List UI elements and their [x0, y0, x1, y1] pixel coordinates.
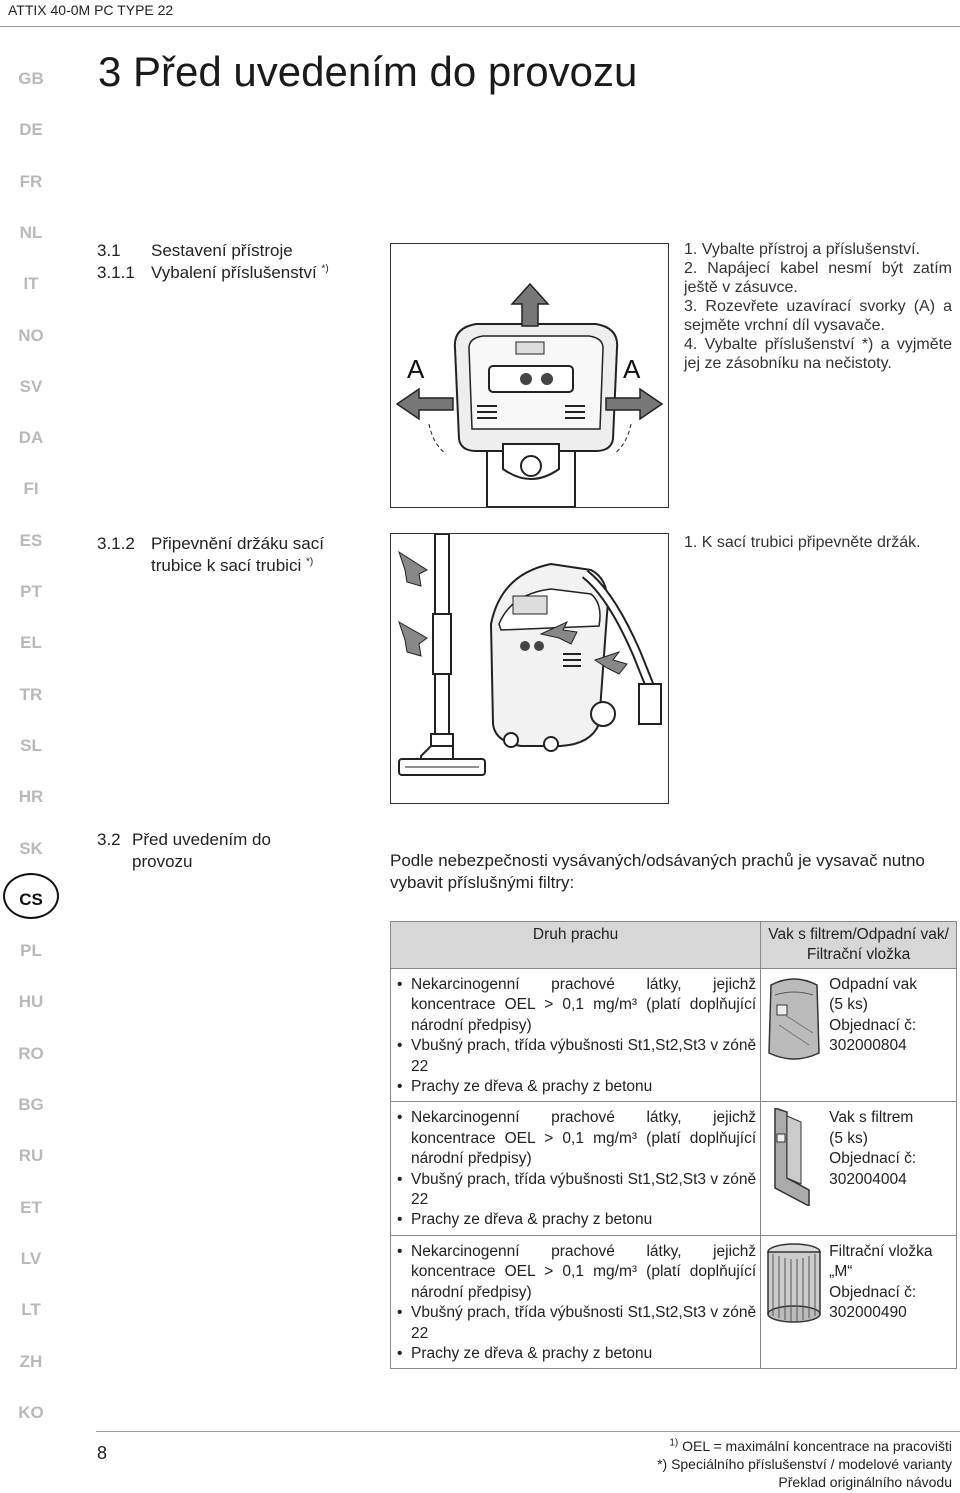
table-row: [391, 969, 957, 1102]
language-tab-pl[interactable]: PL: [20, 941, 42, 961]
footnote-accessories: *) Speciálního příslušenství / modelové varianty: [657, 1456, 952, 1472]
language-tab-lt[interactable]: LT: [21, 1300, 41, 1320]
language-tab-no[interactable]: NO: [18, 325, 44, 345]
section-number: 3.1.2: [97, 534, 135, 553]
filter-info-line: 302000490: [829, 1304, 907, 1322]
dust-type-item: • Vbušný prach, třída výbušnosti St1,St2,St3 v zóně 22: [395, 1036, 756, 1077]
dust-type-cell: [391, 1235, 761, 1368]
filter-cell: [761, 969, 957, 1102]
filter-info-line: Odpadní vak: [829, 976, 918, 993]
dust-type-item: • Vbušný prach, třída výbušnosti St1,St2,St3 v zóně 22: [395, 1170, 756, 1211]
language-tab-bg[interactable]: BG: [18, 1095, 44, 1114]
section-number: 3.1: [97, 241, 121, 260]
footnote-oel: OEL = maximální koncentrace na pracovišti: [682, 1438, 952, 1454]
language-tab-fr[interactable]: FR: [19, 171, 43, 191]
vacuum-unpacking-illustration: [391, 244, 668, 507]
language-tab-lv[interactable]: LV: [20, 1248, 42, 1268]
dust-type-item: • Vbušný prach, třída výbušnosti St1,St2,St3 v zóně 22: [395, 1303, 756, 1344]
figure-unpacking: [390, 243, 669, 508]
filter-info-line: (5 ks): [829, 1129, 868, 1147]
step-2: 2. Napájecí kabel nesmí být zatím ještě v zásuvce.: [684, 260, 952, 296]
tube-holder-illustration: [391, 534, 668, 803]
language-tab-es[interactable]: ES: [19, 530, 43, 550]
dust-type-item: • Nekarcinogenní prachové látky, jejichž koncentrace OEL > 0,1 mg/m³ (platí doplňující národní předpisy): [395, 1108, 756, 1169]
filter-info-line: Vak s filtrem: [829, 1109, 914, 1127]
language-tab-it[interactable]: IT: [23, 274, 39, 294]
language-tab-zh[interactable]: ZH: [19, 1351, 43, 1371]
footnote-translation: Překlad originálního návodu: [778, 1474, 952, 1490]
language-tab-pt[interactable]: PT: [20, 582, 42, 601]
header-rule: [0, 26, 960, 27]
filter-info-line: Objednací č:: [829, 1150, 917, 1168]
filter-cartridge-icon: [765, 1242, 823, 1332]
waste-bag-icon: [765, 975, 823, 1069]
section-title: Připevnění držáku sací trubice k sací trubici *): [151, 534, 324, 575]
filter-info-line: 302000804: [829, 1037, 907, 1055]
language-tab-da[interactable]: DA: [18, 428, 44, 448]
language-tab-ko[interactable]: KO: [18, 1402, 44, 1422]
chapter-title: 3 Před uvedením do provozu: [98, 48, 638, 95]
dust-type-item: • Nekarcinogenní prachové látky, jejichž koncentrace OEL > 0,1 mg/m³ (platí doplňující národní předpisy): [395, 975, 756, 1036]
filter-cell: [761, 1235, 957, 1368]
language-tab-el[interactable]: EL: [20, 633, 42, 653]
filter-bag-icon: [765, 1108, 823, 1212]
dust-type-item: • Prachy ze dřeva & prachy z betonu: [395, 1077, 756, 1097]
table-row: [391, 1235, 957, 1368]
language-tab-ro[interactable]: RO: [18, 1043, 44, 1063]
footer-notes: [532, 1437, 952, 1491]
language-tab-sk[interactable]: SK: [19, 838, 43, 858]
language-tab-et[interactable]: ET: [20, 1197, 42, 1217]
active-language-marker: [3, 873, 59, 919]
filter-info-line: Objednací č:: [829, 1016, 917, 1034]
language-tab-tr[interactable]: TR: [19, 684, 43, 704]
table-row: [391, 1102, 957, 1235]
dust-type-item: • Prachy ze dřeva & prachy z betonu: [395, 1210, 756, 1230]
language-tab-gb[interactable]: GB: [18, 69, 44, 88]
subsection-number: 3.1.1: [97, 263, 135, 282]
step-4: 4. Vybalte příslušenství *) a vyjměte jej ze zásobníku na nečistoty.: [684, 336, 952, 372]
footer-rule: [96, 1431, 960, 1432]
step-1: 1. Vybalte přístroj a příslušenství.: [684, 241, 920, 258]
filter-info-line: (5 ks): [829, 996, 868, 1014]
language-tab-hu[interactable]: HU: [18, 992, 44, 1012]
language-tab-sv[interactable]: SV: [19, 376, 43, 396]
column-header-dust: Druh prachu: [391, 922, 761, 969]
section-title: Před uvedením do provozu: [132, 830, 271, 871]
dust-type-cell: [391, 969, 761, 1102]
filter-info-line: Filtrační vložka „M“: [829, 1242, 933, 1281]
language-tab-hr[interactable]: HR: [18, 787, 44, 807]
section-title: Sestavení přístroje: [151, 241, 293, 260]
step-1: 1. K sací trubici připevněte držák.: [684, 534, 921, 551]
language-tab-ru[interactable]: RU: [18, 1146, 44, 1166]
step-3: 3. Rozevřete uzavírací svorky (A) a sejměte vrchní díl vysavače.: [684, 298, 952, 334]
language-tab-de[interactable]: DE: [19, 120, 43, 140]
figure-holder-attach: [390, 533, 669, 804]
dust-type-cell: [391, 1102, 761, 1235]
holder-steps: [684, 533, 952, 552]
dust-type-item: • Nekarcinogenní prachové látky, jejichž koncentrace OEL > 0,1 mg/m³ (platí doplňující národní předpisy): [395, 1242, 756, 1303]
page-number: 8: [97, 1443, 108, 1463]
document-header: ATTIX 40-0M PC TYPE 22: [8, 2, 174, 18]
label-a-right: A: [623, 354, 641, 384]
column-header-filter: Vak s filtrem/Odpadní vak/ Filtrační vložka: [761, 922, 957, 969]
language-tab-sl[interactable]: SL: [20, 735, 42, 755]
filter-table: [390, 921, 957, 1369]
footnote-marker: 1): [669, 1437, 679, 1449]
label-a-left: A: [407, 354, 425, 384]
language-tab-nl[interactable]: NL: [19, 222, 43, 242]
filter-intro-text: Podle nebezpečnosti vysávaných/odsávaných prachů je vysavač nutno vybavit příslušnými filtry:: [390, 851, 925, 892]
language-tab-fi[interactable]: FI: [23, 479, 39, 499]
filter-info-line: Objednací č:: [829, 1283, 917, 1301]
filter-info-line: 302004004: [829, 1170, 907, 1188]
filter-cell: [761, 1102, 957, 1235]
subsection-title: Vybalení příslušenství *): [151, 263, 329, 282]
dust-type-item: • Prachy ze dřeva & prachy z betonu: [395, 1344, 756, 1364]
language-tab-cs[interactable]: CS: [19, 889, 43, 909]
unpacking-steps: [684, 240, 952, 373]
section-number: 3.2: [97, 830, 121, 849]
